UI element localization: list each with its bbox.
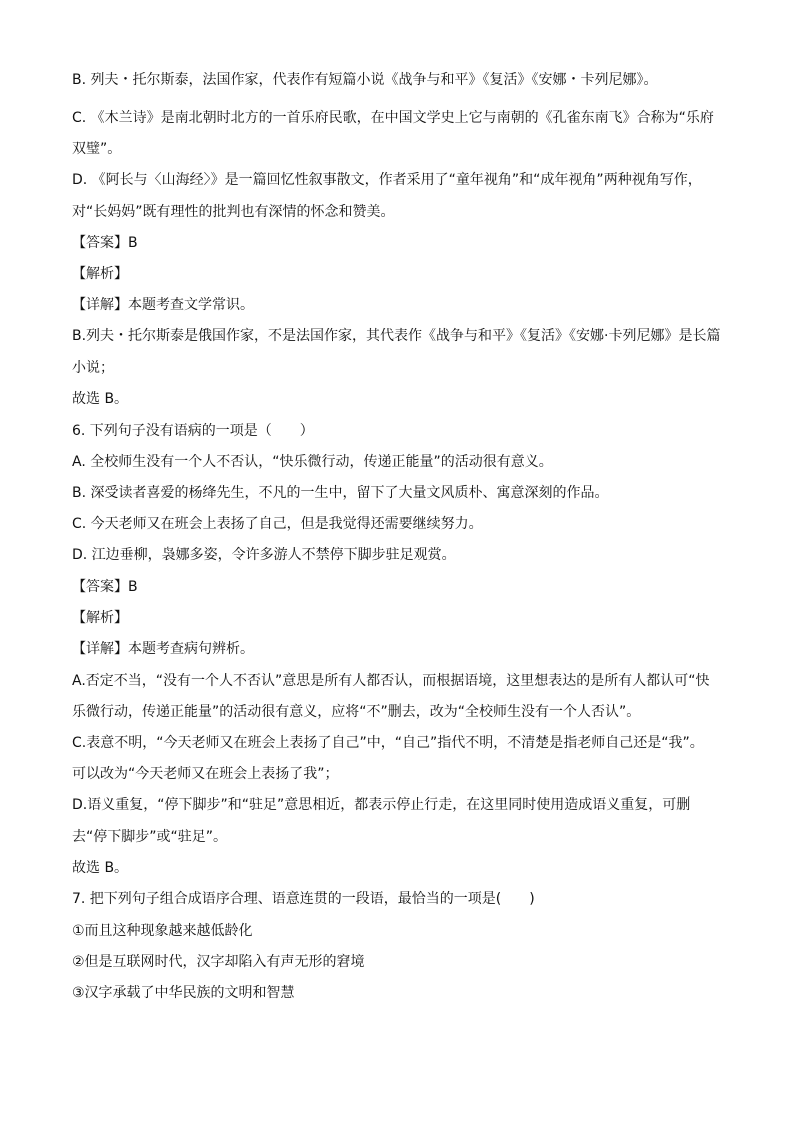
explanation-q6-a-line2: 乐微行动，传递正能量”的活动很有意义，应将“不”删去，改为“全校师生没有一个人否认”。 [72, 704, 641, 720]
option-c-literature-cont: 双璧”。 [72, 141, 122, 157]
explanation-q6-c-line1: C.表意不明，“今天老师又在班会上表扬了自己”中，“自己”指代不明，不清楚是指老师自己还是“我”。 [72, 735, 704, 751]
detail-label-q5: 【详解】本题考查文学常识。 [72, 297, 254, 313]
answer-label-q5: 【答案】B [72, 235, 138, 251]
question-7-sentence-3: ③汉字承载了中华民族的文明和智慧 [72, 985, 295, 1001]
explanation-q5-line2: 小说； [72, 360, 114, 376]
option-c-literature: C. 《木兰诗》是南北朝时北方的一首乐府民歌，在中国文学史上它与南朝的《孔雀东南飞》合称为“乐府 [72, 110, 714, 126]
question-6-option-d: D. 江边垂柳，袅娜多姿，令许多游人不禁停下脚步驻足观赏。 [72, 547, 456, 563]
question-7-stem: 7. 把下列句子组合成语序合理、语意连贯的一段语，最恰当的一项是( ) [72, 891, 535, 907]
question-6-option-c: C. 今天老师又在班会上表扬了自己，但是我觉得还需要继续努力。 [72, 516, 483, 532]
conclusion-q6: 故选 B。 [72, 860, 129, 876]
detail-label-q6: 【详解】本题考查病句辨析。 [72, 641, 254, 657]
explanation-q6-d-line1: D.语义重复，“停下脚步”和“驻足”意思相近，都表示停止行走，在这里同时使用造成语义重复，可删 [72, 797, 691, 813]
analysis-label-q6: 【解析】 [72, 610, 128, 626]
explanation-q6-a-line1: A.否定不当，“没有一个人不否认”意思是所有人都否认，而根据语境，这里想表达的是所有人都认可“快 [72, 673, 710, 689]
explanation-q6-c-line2: 可以改为“今天老师又在班会上表扬了我”； [72, 766, 339, 782]
question-6-option-a: A. 全校师生没有一个人不否认，“快乐微行动，传递正能量”的活动很有意义。 [72, 454, 553, 470]
analysis-label-q5: 【解析】 [72, 266, 128, 282]
option-d-literature: D. 《阿长与〈山海经〉》是一篇回忆性叙事散文，作者采用了“童年视角”和“成年视角”两种视角写作， [72, 172, 702, 188]
option-b-literature: B. 列夫・托尔斯泰，法国作家，代表作有短篇小说《战争与和平》《复活》《安娜・卡列尼娜》。 [72, 72, 658, 88]
question-7-sentence-2: ②但是互联网时代，汉字却陷入有声无形的窘境 [72, 954, 365, 970]
question-7-sentence-1: ①而且这种现象越来越低龄化 [72, 923, 253, 939]
explanation-q6-d-line2: 去“停下脚步”或“驻足”。 [72, 829, 228, 845]
answer-label-q6: 【答案】B [72, 579, 138, 595]
question-6-option-b: B. 深受读者喜爱的杨绛先生，不凡的一生中，留下了大量文风质朴、寓意深刻的作品。 [72, 485, 609, 501]
conclusion-q5: 故选 B。 [72, 391, 129, 407]
question-6-stem: 6. 下列句子没有语病的一项是（ ） [72, 423, 314, 439]
explanation-q5-line1: B.列夫・托尔斯泰是俄国作家，不是法国作家，其代表作《战争与和平》《复活》《安娜·卡列尼娜》是长篇 [72, 328, 721, 344]
option-d-literature-cont: 对“长妈妈”既有理性的批判也有深情的怀念和赞美。 [72, 204, 395, 220]
